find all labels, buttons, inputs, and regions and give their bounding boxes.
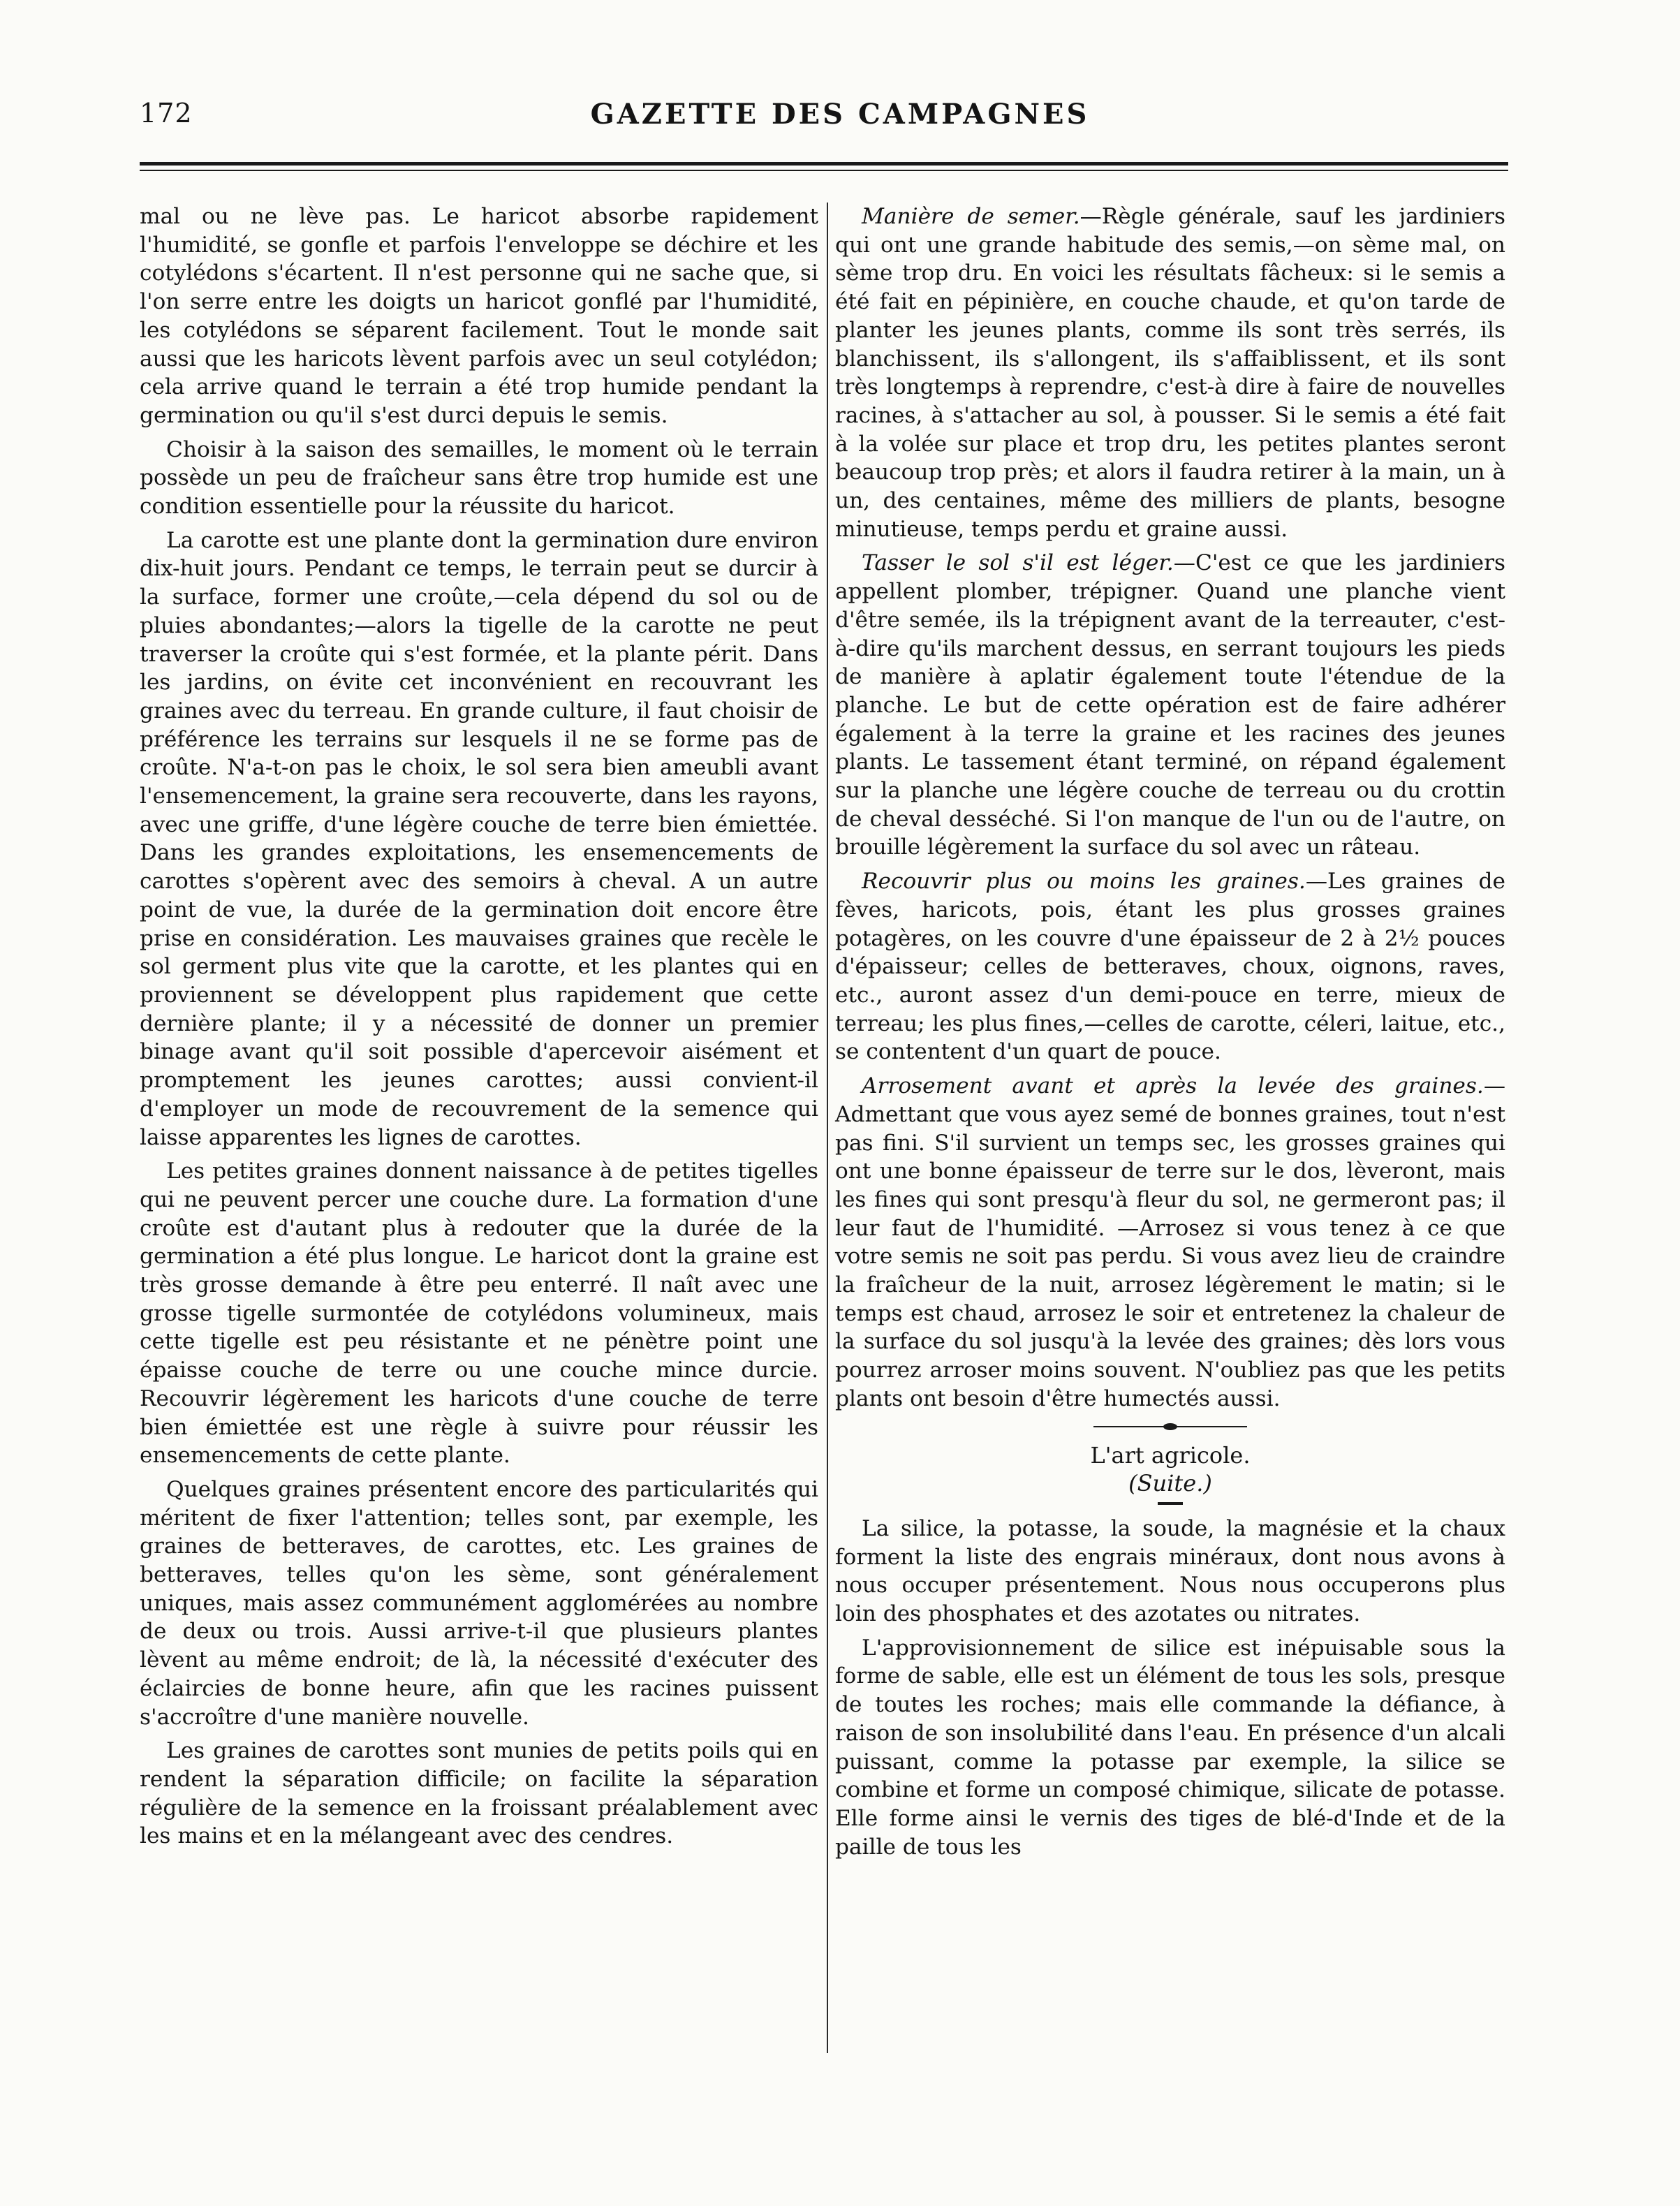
left-column (140, 203, 818, 1856)
paragraph (835, 1072, 1505, 1413)
paragraph-leadin: Arrosement avant et après la levée des graines. (862, 1073, 1484, 1099)
article-title: L'art agricole. (1090, 1441, 1251, 1469)
paragraph (835, 867, 1505, 1066)
paragraph-leadin: Tasser le sol s'il est léger. (862, 550, 1174, 576)
paragraph-body: —Règle générale, sauf les jardiniers qui ont une grande habitude des semis,—on sème mal, on sème trop dru. En voici les résultats fâcheux: si le semis a été fait en pépinière, en couche chaude, et qu'on tarde de planter les jeunes plants, comme ils sont très serrés, ils blanchissent, ils s'allongent, ils s'affaiblissent, et ils sont très longtemps à reprendre, c'est-à dire à faire de nouvelles racines, à s'attacher au sol, à pousser. Si le semis a été fait à la volée sur place et trop dru, les petites plantes seront beaucoup trop près; et alors il faudra retirer à la main, un à un, des centaines, même des milliers de plants, besogne minutieuse, temps perdu et graine aussi. (835, 204, 1505, 542)
paragraph: La carotte est une plante dont la germination dure environ dix-huit jours. Pendant ce temps, le terrain peut se durcir à la surface, former une croûte,—cela dépend du sol ou de pluies abondantes;—alors la tigelle de la carotte ne peut traverser la croûte qui s'est formée, et la plante périt. Dans les jardins, on évite cet inconvénient en recouvrant les graines avec du terreau. En grande culture, il faut choisir de préférence les terrains sur lesquels il ne se forme pas de croûte. N'a-t-on pas le choix, le sol sera bien ameubli avant l'ensemencement, la graine sera recouverte, dans les rayons, avec une griffe, d'une légère couche de terre bien émiettée. Dans les grandes exploitations, les ensemencements de carottes s'opèrent avec des semoirs à cheval. A un autre point de vue, la durée de la germination doit encore être prise en considération. Les mauvaises graines que recèle le sol germent plus vite que la carotte, et les plantes qui en proviennent se développent plus rapidement que cette dernière plante; il y a nécessité de donner un premier binage avant qu'il soit possible d'apercevoir aisément et promptement les jeunes carottes; aussi convient-il d'employer un mode de recouvrement de la semence qui laisse apparentes les lignes de carottes. (140, 527, 818, 1150)
paragraph: Quelques graines présentent encore des particularités qui méritent de fixer l'attention; telles sont, par exemple, les graines de betteraves, de carottes, etc. Les graines de betteraves, telles qu'on les sème, sont généralement uniques, mais assez communément agglomérées au nombre de deux ou trois. Aussi arrive-t-il que plusieurs plantes lèvent au même endroit; de là, la nécessité d'exécuter des éclaircies de bonne heure, afin que les racines puissent s'accroître d'une manière nouvelle. (140, 1476, 818, 1730)
paragraph: Les petites graines donnent naissance à de petites tigelles qui ne peuvent percer une couche dure. La formation d'une croûte est d'autant plus à redouter que la durée de la germination a été plus longue. Le haricot dont la graine est très grosse demande à être peu enterré. Il naît avec une grosse tigelle surmontée de cotylédons volumineux, mais cette tigelle est peu résistante et ne pénètre point une épaisse couche de terre ou une couche mince durcie. Recouvrir légèrement les haricots d'une couche de terre bien émiettée est une règle à suivre pour réussir les ensemencements de cette plante. (140, 1159, 818, 1469)
page-number: 172 (140, 98, 193, 128)
article-subtitle: (Suite.) (1128, 1470, 1212, 1497)
running-head-title: GAZETTE DES CAMPAGNES (590, 98, 1090, 131)
paragraph-leadin: Manière de semer. (862, 204, 1080, 229)
paragraph-leadin: Recouvrir plus ou moins les graines. (862, 869, 1306, 895)
paragraph-body: —Les graines de fèves, haricots, pois, étant les plus grosses graines potagères, on les couvre d'une épaisseur de 2 à 2½ pouces d'épaisseur; celles de betteraves, choux, oignons, raves, etc., auront assez d'un demi-pouce en terre, mieux de terreau; les plus fines,—celles de carotte, céleri, laitue, etc., se contentent d'un quart de pouce. (835, 869, 1505, 1065)
paragraph (835, 203, 1505, 543)
paragraph (835, 549, 1505, 862)
paragraph: Choisir à la saison des semailles, le moment où le terrain possède un peu de fraîcheur sans être trop humide est une condition essentielle pour la réussite du haricot. (140, 436, 818, 520)
header-rule (140, 162, 1508, 171)
right-column (835, 203, 1505, 1867)
paragraph: Les graines de carottes sont munies de petits poils qui en rendent la séparation difficile; on facilite la séparation régulière de la semence en la froissant préalablement avec les mains et en la mélangeant avec des cendres. (140, 1738, 818, 1849)
paragraph: L'approvisionnement de silice est inépuisable sous la forme de sable, elle est un élément de tous les sols, presque de toutes les roches; mais elle commande la défiance, à raison de son insolubilité dans l'eau. En présence d'un alcali puissant, comme la potasse par exemple, la silice se combine et forme un composé chimique, silicate de potasse. Elle forme ainsi le vernis des tiges de blé-d'Inde et de la paille de tous les (835, 1635, 1505, 1860)
paragraph-body: —C'est ce que les jardiniers appellent plomber, trépigner. Quand une planche vient d'être semée, ils la trépignent avant de la terreauter, c'est-à-dire qu'ils marchent dessus, en serrant toujours les pieds de manière à aplatir également toute l'étendue de la planche. Le but de cette opération est de faire adhérer également à la terre la graine et les racines des jeunes plants. Le tassement étant terminé, on répand également sur la planche une légère couche de terreau ou du crottin de cheval desséché. Si l'on manque de l'un ou de l'autre, on brouille légèrement la surface du sol avec un râteau. (835, 550, 1506, 860)
short-rule (1158, 1502, 1183, 1505)
section-ornament (1093, 1426, 1247, 1427)
column-divider (827, 203, 828, 2053)
paragraph-body: —Admettant que vous ayez semé de bonnes graines, tout n'est pas fini. S'il survient un temps sec, les grosses graines qui ont une bonne épaisseur de terre sur le dos, lèveront, mais les fines qui sont presqu'à fleur du sol, ne germeront pas; il leur faut de l'humidité. —Arrosez si vous tenez à ce que votre semis ne soit pas perdu. Si vous avez lieu de craindre la fraîcheur de la nuit, arrosez légèrement le matin; si le temps est chaud, arrosez le soir et entretenez la chaleur de la surface du sol jusqu'à la levée des graines; dès lors vous pourrez arroser moins souvent. N'oubliez pas que les petits plants ont besoin d'être humectés aussi. (835, 1073, 1505, 1411)
paragraph: La silice, la potasse, la soude, la magnésie et la chaux forment la liste des engrais minéraux, dont nous avons à nous occuper présentement. Nous nous occuperons plus loin des phosphates et des azotates ou nitrates. (835, 1515, 1505, 1627)
paragraph: mal ou ne lève pas. Le haricot absorbe rapidement l'humidité, se gonfle et parfois l'enveloppe se déchire et les cotylédons s'écartent. Il n'est personne qui ne sache que, si l'on serre entre les doigts un haricot gonflé par l'humidité, les cotylédons se séparent facilement. Tout le monde sait aussi que les haricots lèvent parfois avec un seul cotylédon; cela arrive quand le terrain a été trop humide pendant la germination ou qu'il s'est durci depuis le semis. (140, 204, 818, 428)
